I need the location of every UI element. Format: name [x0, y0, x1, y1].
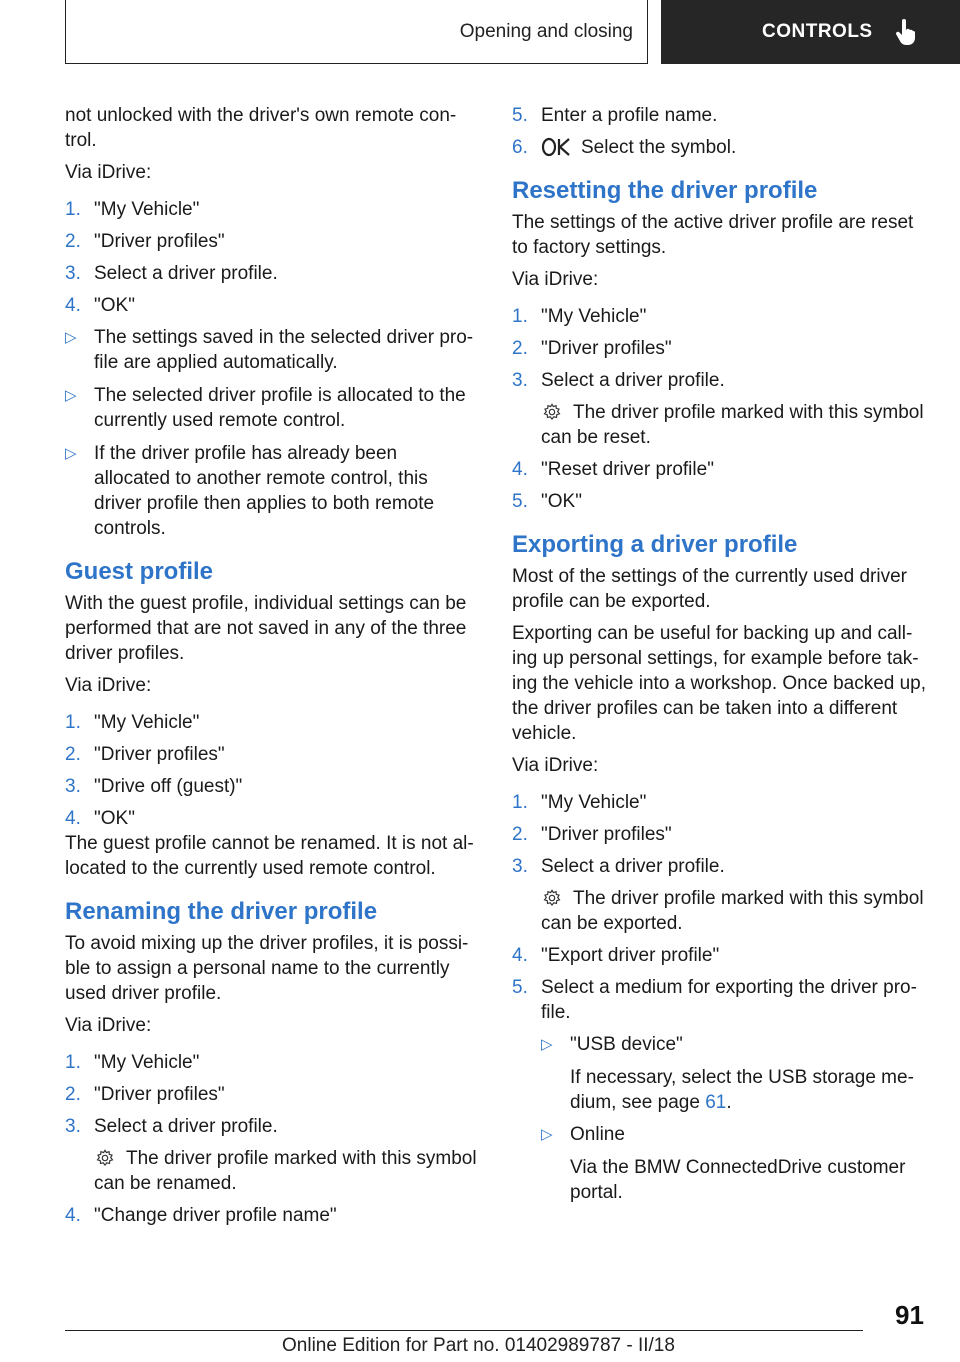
- list-item: 1. "My Vehicle": [65, 199, 200, 220]
- list-item: 5. Enter a profile name.: [512, 105, 718, 126]
- list-item: 2. "Driver profiles": [512, 338, 672, 359]
- list-item: 3. Select a driver profile.: [65, 1116, 278, 1137]
- triangle-right-icon: ▷: [65, 329, 77, 346]
- list-item: 3. "Drive off (guest)": [65, 776, 243, 797]
- header-chapter-title: CONTROLS: [762, 21, 873, 42]
- section-heading-guest-profile: Guest profile: [65, 558, 214, 585]
- bullet-item-online: ▷ Online: [541, 1124, 625, 1145]
- list-item: 2. "Driver profiles": [65, 231, 225, 252]
- section-heading-resetting: Resetting the driver profile: [512, 177, 818, 204]
- symbol-note: The driver profile marked with this symbol can be exported.: [541, 888, 924, 934]
- list-item: 4. "Reset driver profile": [512, 459, 714, 480]
- via-idrive-label: Via iDrive:: [65, 675, 152, 696]
- list-item: 4. "OK": [65, 808, 135, 829]
- bullet-item: ▷ The selected driver profile is allocated to the currently used remote control.: [65, 385, 466, 431]
- list-item: 4. "Change driver profile name": [65, 1205, 337, 1226]
- via-idrive-label: Via iDrive:: [512, 269, 599, 290]
- gear-icon: [96, 1149, 114, 1167]
- gear-icon: [543, 403, 561, 421]
- via-idrive-label: Via iDrive:: [65, 162, 152, 183]
- renaming-text: To avoid mixing up the driver profiles, it is possi-ble to assign a personal name to the currently used driver profile.: [65, 933, 469, 1004]
- triangle-right-icon: ▷: [541, 1036, 553, 1053]
- bullet-item-usb: ▷ "USB device": [541, 1034, 683, 1055]
- guest-profile-note: The guest profile cannot be renamed. It is not al-located to the currently used remote control.: [65, 833, 474, 879]
- reset-text: The settings of the active driver profile are reset to factory settings.: [512, 212, 914, 258]
- list-item: 2. "Driver profiles": [65, 1084, 225, 1105]
- footer-divider: [65, 1330, 863, 1331]
- list-item: 3. Select a driver profile.: [65, 263, 278, 284]
- page-number: 91: [895, 1300, 924, 1330]
- bullet-item: ▷ If the driver profile has already been allocated to another remote control, this driver profile then applies to both remote controls.: [65, 443, 435, 539]
- list-item: 2. "Driver profiles": [512, 824, 672, 845]
- guest-profile-text: With the guest profile, individual settings can be performed that are not saved in any of the three driver profiles.: [65, 593, 467, 664]
- header-section-tab: [65, 0, 648, 64]
- section-heading-exporting: Exporting a driver profile: [512, 531, 798, 558]
- list-item: 1. "My Vehicle": [512, 792, 647, 813]
- triangle-right-icon: ▷: [65, 445, 77, 462]
- bullet-item: ▷ The settings saved in the selected driver pro-file are applied automatically.: [65, 327, 474, 373]
- gear-icon: [543, 889, 561, 907]
- intro-text: not unlocked with the driver's own remote con-trol.: [65, 105, 457, 151]
- via-idrive-label: Via iDrive:: [65, 1015, 152, 1036]
- list-item: 5. Select a medium for exporting the driver pro-file.: [512, 977, 917, 1023]
- list-item: 3. Select a driver profile.: [512, 370, 725, 391]
- list-item: 4. "OK": [65, 295, 135, 316]
- symbol-note: The driver profile marked with this symbol can be renamed.: [94, 1148, 477, 1194]
- list-item: 6. Select the symbol.: [512, 137, 737, 158]
- section-heading-renaming: Renaming the driver profile: [65, 898, 378, 925]
- list-item: 1. "My Vehicle": [512, 306, 647, 327]
- list-item: 5. "OK": [512, 491, 582, 512]
- right-column: [512, 103, 932, 1212]
- online-note: Via the BMW ConnectedDrive customer portal.: [570, 1157, 906, 1203]
- usb-note: If necessary, select the USB storage me-dium, see page 61.: [570, 1067, 914, 1113]
- hand-pointer-icon: [895, 19, 917, 45]
- triangle-right-icon: ▷: [541, 1126, 553, 1143]
- via-idrive-label: Via iDrive:: [512, 755, 599, 776]
- page-link[interactable]: 61: [705, 1092, 727, 1113]
- list-item: 3. Select a driver profile.: [512, 856, 725, 877]
- list-item: 1. "My Vehicle": [65, 712, 200, 733]
- ok-symbol-icon: [541, 137, 571, 157]
- symbol-note: The driver profile marked with this symbol can be reset.: [541, 402, 924, 448]
- header-section-title: Opening and closing: [459, 20, 633, 42]
- left-column: [65, 103, 477, 1235]
- footer-edition: Online Edition for Part no. 01402989787 - II/18: [282, 1335, 675, 1356]
- list-item: 4. "Export driver profile": [512, 945, 720, 966]
- header-chapter-tab: [661, 0, 960, 64]
- list-item: 2. "Driver profiles": [65, 744, 225, 765]
- triangle-right-icon: ▷: [65, 387, 77, 404]
- list-item: 1. "My Vehicle": [65, 1052, 200, 1073]
- export-text-2: Exporting can be useful for backing up and call-ing up personal settings, for example before tak-ing the vehicle into a workshop. Once backed up, the driver profiles can be taken into a different vehicle.: [512, 623, 927, 744]
- export-text-1: Most of the settings of the currently used driver profile can be exported.: [512, 566, 907, 612]
